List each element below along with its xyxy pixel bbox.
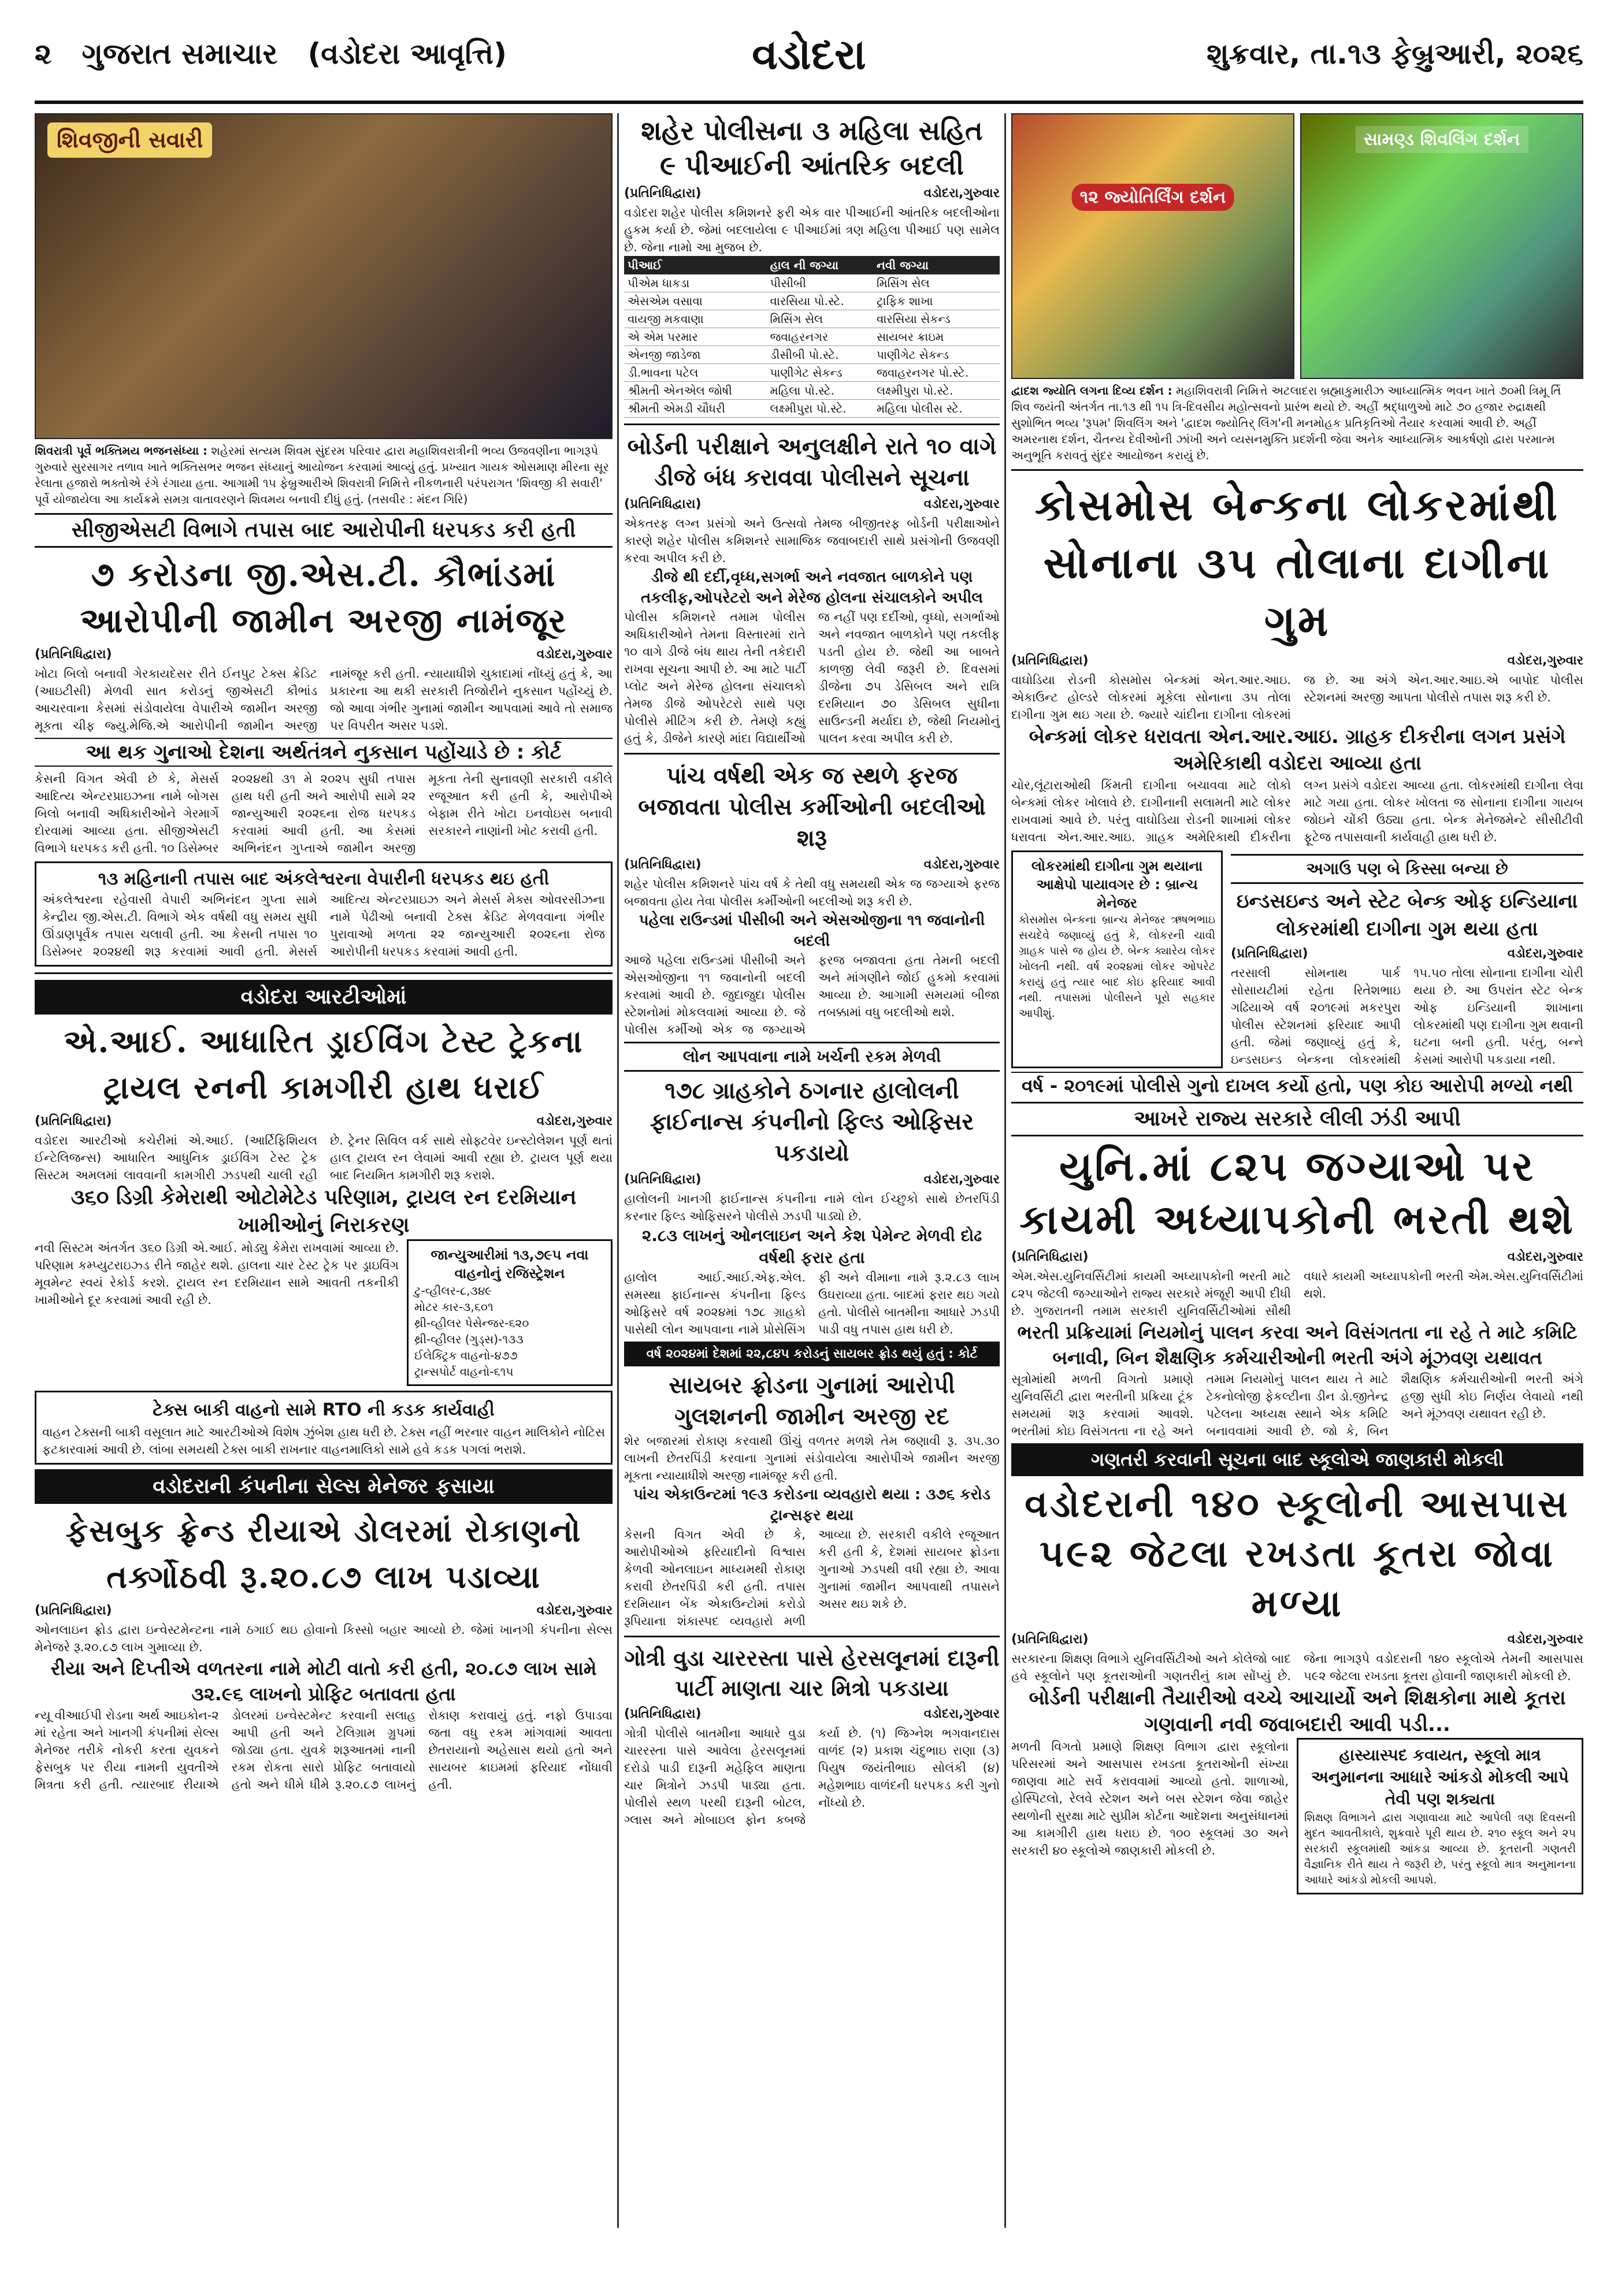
dog-box-title: હાસ્યાસ્પદ કવાયત, સ્કૂલો માત્ર અનુમાનના આધારે આંકડો મોકલી આપે તેવી પણ શક્યતા: [1311, 1745, 1569, 1808]
byline-place: વડોદરા,ગુરુવાર: [923, 186, 1000, 200]
manager-box-title: લોકરમાંથી દાગીના ગુમ થયાના આક્ષેપો પાયાવગર છે : બ્રાન્ચ મેનેજર: [1031, 858, 1203, 911]
masthead: [35, 23, 1583, 104]
byline-source: (પ્રતિનિધિદ્વારા): [35, 1603, 112, 1618]
pi-headline-2: ૯ પીઆઈની આંતરિક બદલી: [660, 150, 964, 181]
dj-subhead: ડીજે થી દર્દી,વૃધ્ધ,સગર્ભા અને નવજાત બાળકોને પણ તકલીફ,ઓપરેટરો અને મેરેજ હોલના સંચાલકોને અપીલ: [641, 569, 983, 607]
uni-body-2: સૂત્રોમાંથી મળતી વિગતો પ્રમાણે યુનિવર્સિટી દ્વારા ભરતીની પ્રક્રિયા ટૂંક સમયમાં શરૂ કરવામાં આવશે. ભરતીમાં કોઇ વિસંગતતા ના રહે અને તમામ નિયમોનું પાલન થાય તે માટે ટેકનોલોજી ફેકલ્ટીના ડીન ડો.જીતેન્દ્ર પટેલના અધ્યક્ષ સ્થાને એક કમિટિ બનાવવામાં આવી છે. જો કે, બિન શૈક્ષણિક કર્મચારીઓની ભરતી અંગે હજી સુધી કોઇ નિર્ણય લેવાયો નથી અને મૂંઝવણ યથાવત રહી છે.: [1011, 1372, 1583, 1438]
rto-headline-2: ટ્રાયલ રનની કામગીરી હાથ ધરાઈ: [103, 1069, 544, 1106]
dj-body: એકતરફ લગ્ન પ્રસંગો અને ઉત્સવો તેમજ બીજીતરફ બોર્ડની પરીક્ષાઓને કારણે શહેર પોલીસ કમિશનરે સામાજિક જવાબદારી સાથે પ્રસંગોની ઉજવણી કરવા અપીલ કરી છે.: [624, 517, 1000, 565]
loan-byline: [624, 1172, 1000, 1187]
sbi-headline: ઇન્ડસઇન્ડ અને સ્ટેટ બેન્ક ઓફ ઇન્ડિયાના લોકરમાંથી દાગીના ગુમ થયા હતા: [1236, 890, 1578, 941]
cell: એનજી જાડેજા: [624, 346, 767, 364]
city-name: વડોદરા: [752, 30, 866, 79]
sbi-byline: [1231, 946, 1583, 961]
column-middle: [624, 113, 1000, 1829]
cell: લક્ષ્મીપુરા પો.સ્ટે.: [873, 382, 1000, 400]
uni-subhead: ભરતી પ્રક્રિયામાં નિયમોનું પાલન કરવા અને વિસંગતતા ના રહે તે માટે કમિટિ બનાવી, બિન શૈક્ષણિક કર્મચારીઓની ભરતી અંગે મૂંઝવણ યથાવત: [1017, 1321, 1578, 1369]
table-row: [624, 400, 1000, 418]
separator: [1011, 469, 1583, 471]
gst-byline: [35, 647, 613, 662]
cell: મિસિંગ સેલ: [873, 274, 1000, 292]
tax-box: [35, 1391, 613, 1465]
cell: ડી.ભાવના પટેલ: [624, 364, 767, 382]
cell: ડીસીબી પો.સ્ટે.: [767, 346, 874, 364]
cell: ટ્રાફિક શાખા: [873, 292, 1000, 310]
transfer-byline: [624, 857, 1000, 872]
byline-source: (પ્રતિનિધિદ્વારા): [624, 857, 702, 872]
cell: જવાહરનગર પો.સ્ટે.: [873, 364, 1000, 382]
gst-kicker: સીજીએસટી વિભાગે તપાસ બાદ આરોપીની ધરપકડ કરી હતી: [35, 513, 613, 548]
rto-subhead: ૩૬૦ ડિગ્રી કેમેરાથી ઓટોમેટેડ પરિણામ, ટ્રાયલ રન દરમિયાન ખામીઓનું નિરાકરણ: [70, 1186, 577, 1237]
dog-body-2: મળતી વિગતો પ્રમાણે શિક્ષણ વિભાગ દ્વારા સ્કૂલોના પરિસરમાં અને આસપાસ રખડતા કૂતરાઓની સંખ્યા જાણવા માટે સર્વે કરાવવામાં આવ્યો હતો. શાળાઓ, હોસ્પિટલો, રેલવે સ્ટેશન અને બસ સ્ટેશન જેવા જાહેર સ્થળોની સુરક્ષા માટે સુપ્રીમ કોર્ટના આદેશના અનુસંધાનમાં આ કામગીરી હાથ ધરાઇ છે. ૧૦૦ સ્કૂલમાં ૩૦ અને સરકારી ૪૦ સ્કૂલોએ જાણકારી મોકલી છે.: [1011, 1740, 1289, 1857]
sbi-body: તરસાલી સોમનાથ પાર્ક સોસાયટીમાં રહેતા રિતેશભાઇ ગઢિયાએ વર્ષ ૨૦૧૯માં મકરપુરા પોલીસ સ્ટેશનમાં ફરિયાદ આપી હતી. જેમાં જણાવ્યું હતું કે, ઇન્ડસઇન્ડ બેન્કના લોકરમાંથી ૧૫.૫૦ તોલા સોનાના દાગીના ચોરી થયા છે. આ ઉપરાંત સ્ટેટ બેન્ક ઓફ ઇન્ડિયાની શાખાના લોકરમાંથી પણ દાગીના ગુમ થવાની ઘટના બની હતી. પરંતુ, બન્ને કેસમાં આરોપી પકડાયા નથી.: [1231, 966, 1583, 1067]
registration-stat: થ્રી-વ્હીલર (ગુડ્સ)-૧૩૩: [414, 1332, 524, 1346]
byline-source: (પ્રતિનિધિદ્વારા): [1011, 653, 1089, 668]
issue-date: શુક્રવાર, તા.૧૩ ફેબ્રુઆરી, ૨૦૨૬: [1207, 37, 1583, 70]
gotri-byline: [624, 1707, 1000, 1721]
cell: મહિલા પો.સ્ટે.: [767, 382, 874, 400]
cell: વારસિયા પો.સ્ટે.: [767, 292, 874, 310]
transfer-body-2: આજે પહેલા રાઉન્ડમાં પીસીબી અને એસઓજીના ૧૧ જવાનોની બદલી કરવામાં આવી છે. જુદાજુદા પોલીસ સ્ટેશનોમાં મોકલવામાં આવ્યા છે. જે પોલીસ કર્મીઓ એક જ જગ્યાએ ફરજ બજાવતા હતા તેમની બદલી અને માંગણીને જોઈ હુકમો કરવામાં આવ્યા છે. આગામી સમયમાં બીજા તબક્કામાં વધુ બદલીઓ થશે.: [624, 953, 1000, 1036]
cosmos-body-2: ચોર,લૂંટારાઓથી કિંમતી દાગીના બચાવવા માટે લોકો બેન્કમાં લોકર ખોલાવે છે. દાગીનાની સલામતી માટે લોકર રાખવામાં આવે છે. પરંતુ વાઘોડિયા રોડની શાખામાં લોકર ધરાવતા એન.આર.આઇ. ગ્રાહક અમેરિકાથી દીકરીના લગ્ન પ્રસંગે વડોદરા આવ્યા હતા. લોકરમાંથી દાગીના લેવા માટે ગયા હતા. લોકર ખોલતા જ સોનાના દાગીના ગાયબ જોઇને ચોંકી ઉઠ્યા હતા. બેન્ક મેનેજમેન્ટે સીસીટીવી ફૂટેજ તપાસવાની કાર્યવાહી હાથ ધરી છે.: [1011, 778, 1583, 844]
cell: જવાહરનગર: [767, 328, 874, 346]
cell: એ એમ પરમાર: [624, 328, 767, 346]
loan-body: હાલોલની ખાનગી ફાઈનાન્સ કંપનીના નામે લોન ઈચ્છુકો સાથે છેતરપિંડી કરનાર ફિલ્ડ ઓફિસરને પોલીસે ઝડપી પાડ્યો છે.: [624, 1192, 1000, 1223]
registration-stat: ટ્રાન્સપોર્ટ વાહનો-૬૧૫: [414, 1365, 514, 1379]
cell: લક્ષ્મીપુરા પો.સ્ટે.: [767, 400, 874, 418]
byline-place: વડોદરા,ગુરુવાર: [923, 1172, 1000, 1187]
cell: પીસીબી: [767, 274, 874, 292]
rto-body: વડોદરા આરટીઓ કચેરીમાં એ.આઈ. (આર્ટિફિશિયલ ઈન્ટેલિજન્સ) આધારિત આધુનિક ડ્રાઈવિંગ ટેસ્ટ ટ્રેક સિસ્ટમ અમલમાં લાવવાની કામગીરી ઝડપથી ચાલી રહી છે. ટ્રેનર સિવિલ વર્ક સાથે સોફ્ટવેર ઇન્સ્ટોલેશન પૂર્ણ થતાં હાલ ટ્રાયલ રન લેવામાં આવી રહ્યા છે. ટ્રાયલ પૂર્ણ થયા બાદ નિયમિત કામગીરી શરૂ કરાશે.: [35, 1134, 613, 1182]
edition: (વડોદરા આવૃત્તિ): [307, 37, 507, 70]
separator: [35, 972, 613, 974]
byline-source: (પ્રતિનિધિદ્વારા): [1231, 946, 1308, 961]
dog-headline-1: વડોદરાની ૧૪૦ સ્કૂલોની આસપાસ: [1025, 1483, 1570, 1526]
col-header: પીઆઈ: [624, 256, 767, 274]
cyber-subhead: પાંચ એકાઉન્ટમાં ૧૯૩ કરોડના વ્યવહારો થયા : ૩૭૬ કરોડ ટ્રાન્સફર થયા: [633, 1486, 990, 1524]
page-number: ૨: [35, 37, 52, 70]
cosmos-byline: [1011, 653, 1583, 668]
byline-place: વડોદરા,ગુરુવાર: [923, 497, 1000, 511]
separator: [624, 1636, 1000, 1637]
table-row: [624, 310, 1000, 328]
loan-body-2: હાલોલ આઈ.આઈ.એફ.એલ. સમસ્થા ફાઈનાન્સ કંપનીના ફિલ્ડ ઓફિસરે વર્ષ ૨૦૨૪માં ૧૭૮ ગ્રાહકો પાસેથી લોન આપવાના નામે પ્રોસેસિંગ ફી અને વીમાના નામે રૂ.૨.૮૩ લાખ ઉઘરાવ્યા હતા. બાદમાં ફરાર થઇ ગયો હતો. પોલીસે બાતમીના આધારે ઝડપી પાડી વધુ તપાસ હાથ ધરી છે.: [624, 1270, 1000, 1336]
byline-place: વડોદરા,ગુરુવાર: [536, 1114, 613, 1128]
gst-box: [35, 861, 613, 967]
byline-source: (પ્રતિનિધિદ્વારા): [1011, 1632, 1089, 1647]
tax-title: ટેક્સ બાકી વાહનો સામે RTO ની કડક કાર્યવાહી: [153, 1400, 495, 1420]
gst-box-title: ૧૩ મહિનાની તપાસ બાદ અંકલેશ્વરના વેપારીની ધરપકડ થઇ હતી: [98, 869, 550, 889]
pi-headline-1: શહેર પોલીસના ૩ મહિલા સહિત: [641, 115, 983, 146]
byline-place: વડોદરા,ગુરુવાર: [923, 857, 1000, 872]
cyber-body: શેર બજારમાં રોકાણ કરવાથી ઊંચું વળતર મળશે તેમ જણાવી રૂ. ૩૫.૩૦ લાખની છેતરપિંડી કરવાના ગુનામાં સંડોવાયેલા આરોપીએ જામીન અરજી મૂકતા ન્યાયાધીશે અરજી નામંજૂર કરી હતી.: [624, 1434, 1000, 1483]
cyber-body-2: કેસની વિગત એવી છે કે, આરોપીઓએ ફરિયાદીનો વિશ્વાસ કેળવી ઓનલાઇન માધ્યમથી રોકાણ કરાવી છેતરપિંડી કરી હતી. તપાસ દરમિયાન બેંક એકાઉન્ટોમાં કરોડો રૂપિયાના શંકાસ્પદ વ્યવહારો મળી આવ્યા છે. સરકારી વકીલે રજૂઆત કરી હતી કે, દેશમાં સાયબર ફ્રોડના ગુનાઓ ઝડપથી વધી રહ્યા છે. આવા ગુનામાં જામીન આપવાથી તપાસને અસર થઇ શકે છે.: [624, 1528, 1000, 1628]
photo-banner: ૧૨ જ્યોતિર્લિંગ દર્શન: [1072, 184, 1234, 211]
byline-source: (પ્રતિનિધિદ્વારા): [624, 1172, 702, 1187]
col-header: હાલ ની જગ્યા: [767, 256, 874, 274]
table-row: [624, 328, 1000, 346]
cell: વાયજી મકવાણા: [624, 310, 767, 328]
dj-headline: બોર્ડની પરીક્ષાને અનુલક્ષીને રાતે ૧૦ વાગે ડીજે બંધ કરાવવા પોલીસને સૂચના: [627, 433, 997, 491]
photo-banner: સામણ્ડ શિવલિંગ દર્શન: [1356, 126, 1528, 153]
byline-place: વડોદરા,ગુરુવાર: [1507, 653, 1583, 668]
caption-head: શિવરાત્રી પૂર્વે ભક્તિમય ભજનસંધ્યા :: [35, 444, 208, 458]
uni-body: એમ.એસ.યુનિવર્સિટીમાં કાયમી અધ્યાપકોની ભરતી માટે ૮૨૫ જેટલી જગ્યાઓને રાજ્ય સરકારે મંજૂરી આપી દીધી છે. ગુજરાતની તમામ સરકારી યુનિવર્સિટીઓમાં સૌથી વધારે કાયમી અધ્યાપકોની ભરતી એમ.એસ.યુનિવર્સિટીમાં થશે.: [1011, 1269, 1583, 1318]
cosmos-body: વાઘોડિયા રોડની કોસમોસ બેન્કમાં એન.આર.આઇ. એકાઉન્ટ હોલ્ડરે લોકરમાં મૂકેલા સોનાના ૩૫ તોલા દાગીના ગુમ થઇ ગયા છે. જ્યારે ચાંદીના દાગીના લોકરમાં જ છે. આ અંગે એન.આર.આઇ.એ બાપોદ પોલીસ સ્ટેશનમાં અરજી આપતા પોલીસે તપાસ શરૂ કરી છે.: [1011, 673, 1583, 722]
transfer-subhead: પહેલા રાઉન્ડમાં પીસીબી અને એસઓજીના ૧૧ જવાનોની બદલી: [639, 912, 985, 950]
byline-place: વડોદરા,ગુરુવાર: [536, 1603, 613, 1618]
transfer-table: [624, 256, 1000, 418]
cell: શ્રીમતી એનએલ જોષી: [624, 382, 767, 400]
table-row: [624, 346, 1000, 364]
gst-headline-2: આરોપીની જામીન અરજી નામંજૂર: [80, 601, 567, 640]
cell: પાણીગેટ સેકન્ડ: [873, 346, 1000, 364]
registration-title: જાન્યુઆરીમાં ૧૩,૭૯૫ નવા વાહનોનું રજિસ્ટ્રેશન: [431, 1247, 589, 1281]
dj-body-2: પોલીસ કમિશનરે તમામ પોલીસ અધિકારીઓને તેમના વિસ્તારમાં રાતે ૧૦ વાગે ડીજે બંધ થાય તેની તકેદારી રાખવા સૂચના આપી છે. આ માટે પાર્ટી પ્લોટ અને મેરેજ હોલના સંચાલકો તેમજ ડીજે ઓપરેટરો સાથે પણ પોલીસે મીટિંગ કરી છે. તેમણે કહ્યું હતું કે, ડીજેને કારણે માંદા વિદ્યાર્થીઓ જ નહીં પણ દર્દીઓ, વૃધ્ધો, સગર્ભાઓ અને નવજાત બાળકોને પણ તકલીફ પડતી હોય છે. જેથી આ બાબતે કાળજી લેવી જરૂરી છે. દિવસમાં ડીજેના ૭૫ ડેસિબલ અને રાત્રિ દરમિયાન ૭૦ ડેસિબલ સુધીના સાઉન્ડની મર્યાદા છે, જેથી નિયમોનું પાલન કરવા અપીલ કરી છે.: [624, 610, 1000, 745]
byline-source: (પ્રતિનિધિદ્વારા): [35, 647, 112, 662]
dog-box-body: શિક્ષણ વિભાગને દ્વારા ગણાવાયા માટે આપેલી ત્રણ દિવસની મુદત આવતીકાલે, શુક્રવારે પૂરી થાય છે. ૨૧૦ સ્કૂલ અને ૨૫ સરકારી સ્કૂલમાંથી આંકડા આવ્યા છે. કૂતરાની ગણતરી વૈજ્ઞાનિક રીતે થાય તે જરૂરી છે, પરંતુ સ્કૂલો માત્ર અનુમાનના આધારે આંકડો મોકલી આપશે.: [1304, 1811, 1576, 1886]
column-rule: [617, 113, 619, 2228]
byline-place: વડોદરા,ગુરુવાર: [923, 1707, 1000, 1721]
dog-byline: [1011, 1632, 1583, 1647]
gotri-body: ગોત્રી પોલીસે બાતમીના આધારે વુડા ચારરસ્તા પાસે આવેલા હેરસલૂનમાં દરોડો પાડી દારૂની મહેફિલ માણતા ચાર મિત્રોને ઝડપી પાડ્યા હતા. પોલીસે સ્થળ પરથી દારૂની બોટલ, ગ્લાસ અને મોબાઇલ ફોન કબજે કર્યા છે. (૧) જિગ્નેશ ભગવાનદાસ વાળંદ (૨) પ્રકાશ ચંદુભાઇ રાણા (૩) પિયુષ જયંતીભાઇ સોલંકી (૪) મહેશભાઇ વાળંદની ધરપકડ કરી ગુનો નોંધ્યો છે.: [624, 1726, 1000, 1827]
fb-kicker: વડોદરાની કંપનીના સેલ્સ મેનેજર ફસાયા: [35, 1469, 613, 1504]
loan-kicker: લોન આપવાના નામે ખર્ચની રકમ મેળવી: [624, 1042, 1000, 1072]
byline-place: વડોદરા,ગુરુવાર: [1507, 1632, 1583, 1647]
byline-source: (પ્રતિનિધિદ્વારા): [624, 497, 702, 511]
fb-headline-2: તર્ક્ગોઠવી રૂ.૨૦.૮૭ લાખ પડાવ્યા: [106, 1558, 541, 1595]
rto-lower: [35, 1239, 613, 1386]
dog-box: [1297, 1738, 1583, 1894]
registration-stat: થ્રી-વ્હીલર પેસેન્જર-૬૨૦: [414, 1316, 529, 1330]
paper-name: ગુજરાત સમાચાર: [81, 37, 278, 70]
byline-source: (પ્રતિનિધિદ્વારા): [1011, 1250, 1089, 1264]
table-row: [624, 274, 1000, 292]
cosmos-lower: [1011, 850, 1583, 1068]
fb-subhead: રીયા અને દિપ્તીએ વળતરના નામે મોટી વાતો કરી હતી, ૨૦.૮૭ લાખ સામે ૩૨.૯૬ લાખનો પ્રોફિટ બતાવતા હતા: [50, 1658, 597, 1705]
cosmos-headline-2: સોનાના ૩૫ તોલાના દાગીના ગુમ: [1043, 538, 1552, 646]
transfer-headline: પાંચ વર્ષથી એક જ સ્થળે ફરજ બજાવતા પોલીસ કર્મીઓની બદલીઓ શરૂ: [638, 762, 986, 852]
cyber-headline: સાયબર ફ્રોડના ગુનામાં આરોપી ગુલશનની જામીન અરજી રદ: [669, 1372, 955, 1430]
byline-place: વડોદરા,ગુરુવાર: [1507, 946, 1583, 961]
cell: સાયબર ક્રાઇમ: [873, 328, 1000, 346]
sbi-kicker: અગાઉ પણ બે કિસ્સા બન્યા છે: [1231, 854, 1583, 884]
gst-body: ખોટા બિલો બનાવી ગેરકાયદેસર રીતે ઈનપુટ ટેક્સ ક્રેડિટ (આઇટીસી) મેળવી સાત કરોડનું જીએસટી કૌભાંડ આચરવાના કેસમાં સંડોવાયેલા વેપારીએ જામીન અરજી મૂકતા ચીફ જ્યુ.મેજિ.એ આરોપીની જામીન અરજી નામંજૂર કરી હતી. ન્યાયાધીશે ચુકાદામાં નોંધ્યું હતું કે, આ પ્રકારના આ થકી સરકારી તિજોરીને નુકસાન પહોંચ્યું છે. જો આવા ગંભીર ગુનામાં જામીન આપવામાં આવે તો સમાજ પર વિપરીત અસર પડશે.: [35, 667, 613, 733]
fb-byline: [35, 1603, 613, 1618]
byline-source: (પ્રતિનિધિદ્વારા): [624, 1707, 702, 1721]
fb-body-2: ન્યૂ વીઆઈપી રોડના અર્થ આઇકોન-૨ માં રહેતા અને ખાનગી કંપનીમાં સેલ્સ મેનેજર તરીકે નોકરી કરતા યુવકને ફેસબુક પર રીયા નામની યુવતીએ મિત્રતા કરી હતી. ત્યારબાદ રીયાએ ડોલરમાં ઇન્વેસ્ટમેન્ટ કરવાની સલાહ આપી હતી અને ટેલિગ્રામ ગ્રુપમાં જોડ્યા હતા. યુવકે શરૂઆતમાં નાની રકમ રોકતા સારો પ્રોફિટ બતાવાયો હતો અને ધીમે ધીમે રૂ.૨૦.૮૭ લાખનું રોકાણ કરાવાયું હતું. નફો ઉપાડવા જતા વધુ રકમ માંગવામાં આવતા છેતરાયાનો અહેસાસ થયો હતો અને સાયબર ક્રાઇમમાં ફરિયાદ નોંધાવી હતી.: [35, 1708, 613, 1792]
fb-headline-1: ફેસબુક ફ્રેન્ડ રીયાએ ડોલરમાં રોકાણનો: [65, 1512, 582, 1549]
photo-credit: (તસવીર : મંદન ગિરિ): [367, 492, 468, 506]
photo-caption: [35, 443, 613, 507]
dog-headline-2: ૫૯૨ જેટલા રખડતા કૂતરા જોવા મળ્યા: [1040, 1532, 1555, 1625]
photo-caption: [1011, 382, 1583, 463]
manager-box: [1011, 850, 1223, 1068]
gst-body-2: કેસની વિગત એવી છે કે, મેસર્સ આદિત્ય એન્ટરપ્રાઇઝના નામે બોગસ બિલો બનાવી અધિકારીઓને ગેરમાર્ગે દોરવામાં આવ્યા હતા. સીજીએસટી વિભાગે ધરપકડ કરી હતી. ૧૦ ડિસેમ્બર ૨૦૨૪થી ૩૧ મે ૨૦૨૫ સુધી તપાસ હાથ ધરી હતી અને આરોપી સામે ૨૨ જાન્યુઆરી ૨૦૨૬ના રોજ ધરપકડ કરવામાં આવી હતી. આ કેસમાં અભિનંદન ગુપ્તાએ જામીન અરજી મૂકતા તેની સુનાવણી સરકારી વકીલે રજૂઆત કરી હતી કે, આરોપીએ બેફામ રીતે ખોટા ઇનવોઇસ બનાવી સરકારને નાણાંની ખોટ કરાવી હતી.: [35, 772, 613, 855]
bhajan-photo: [35, 113, 613, 439]
sbi-story: [1231, 850, 1583, 1068]
column-rule: [1004, 113, 1006, 2228]
uni-byline: [1011, 1250, 1583, 1264]
gotri-headline: ગોત્રી વુડા ચારરસ્તા પાસે હેરસલૂનમાં દારૂની પાર્ટી માણતા ચાર મિત્રો પકડાયા: [624, 1645, 1000, 1701]
pi-body: વડોદરા શહેર પોલીસ કમિશનરે ફરી એક વાર પીઆઈની આંતરિક બદલીઓના હુકમ કર્યા છે. જેમાં બદલાયેલા ૯ પીઆઈમાં ત્રણ મહિલા પીઆઈ પણ સામેલ છે. જેના નામો આ મુજબ છે.: [624, 206, 1000, 254]
dog-body: સરકારના શિક્ષણ વિભાગે યુનિવર્સિટીઓ અને કોલેજો બાદ હવે સ્કૂલોને પણ કૂતરાઓની ગણતરીનું કામ સોંપ્યું છે. જેના ભાગરૂપે વડોદરાની ૧૪૦ સ્કૂલોએ તેમની આસપાસ ૫૯૨ જેટલા રખડતા કૂતરા હોવાની જાણકારી મોકલી છે.: [1011, 1652, 1583, 1683]
col-header: નવી જગ્યા: [873, 256, 1000, 274]
cell: મિસિંગ સેલ: [767, 310, 874, 328]
shivling-photos: [1011, 113, 1583, 379]
gst-headline-1: ૭ કરોડના જી.એસ.ટી. કૌભાંડમાં: [91, 555, 556, 594]
cell: વારસિયા સેકન્ડ: [873, 310, 1000, 328]
caption-text: શહેરમાં સત્યમ શિવમ સુંદરમ પરિવાર દ્વારા મહાશિવરાત્રીની ભવ્ય ઉજવણીના ભાગરૂપે ગુરુવારે સુરસાગર તળાવ ખાતે ભક્તિસભર ભજન સંધ્યાનું આયોજન કરવામાં આવ્યું હતું. પ્રખ્યાત ગાયક ઓસમાણ મીરના સૂર રેલાતા હજારો ભક્તોએ રંગે રંગાયા હતા. આગામી ૧૫ ફેબ્રુઆરીએ શિવરાત્રી નિમિત્તે નીકળનારી પરંપરાગત 'શિવજી કી સવારી' પૂર્વે યોજાયેલા આ કાર્યક્રમે સમગ્ર વાતાવરણને શિવમય બનાવી દીધું હતું.: [35, 444, 609, 506]
cell: શ્રીમતી એમડી ચૌધરી: [624, 400, 767, 418]
uni-headline-1: યુનિ.માં ૮૨૫ જગ્યાઓ પર: [1059, 1142, 1535, 1190]
byline-place: વડોદરા,ગુરુવાર: [536, 647, 613, 662]
byline-source: (પ્રતિનિધિદ્વારા): [624, 186, 702, 200]
registration-box: [407, 1239, 613, 1386]
tax-body: વાહન ટેક્સની બાકી વસૂલાત માટે આરટીઓએ વિશેષ ઝુંબેશ હાથ ધરી છે. ટેક્સ નહીં ભરનાર વાહન માલિકોને નોટિસ ફટકારવામાં આવી છે. લાંબા સમયથી ટેક્સ બાકી રાખનાર વાહનમાલિકો સામે હવે કડક પગલાં ભરાશે.: [42, 1425, 605, 1457]
registration-stat: મોટર કાર-૩,૬૦૧: [414, 1300, 493, 1314]
table-row: [624, 292, 1000, 310]
dog-subhead: બોર્ડની પરીક્ષાની તૈયારીઓ વચ્ચે આચાર્યો અને શિક્ષકોના માથે કૂતરા ગણવાની નવી જવાબદારી આવી પડી...: [1029, 1686, 1566, 1736]
photo-banner: શિવજીની સવારી: [47, 122, 212, 158]
rto-byline: [35, 1114, 613, 1128]
cell: પાણીગેટ સેકન્ડ: [767, 364, 874, 382]
rto-kicker: વડોદરા આરટીઓમાં: [35, 980, 613, 1015]
cell: એસએમ વસાવા: [624, 292, 767, 310]
shivling-photo: [1300, 113, 1583, 379]
byline-source: (પ્રતિનિધિદ્વારા): [35, 1114, 112, 1128]
cell: પીએમ ધાકડા: [624, 274, 767, 292]
loan-headline: ૧૭૮ ગ્રાહકોને ઠગનાર હાલોલની ફાઈનાન્સ કંપનીનો ફિલ્ડ ઓફિસર પકડાયો: [650, 1077, 974, 1166]
registration-stat: ટુ-વ્હીલર-૮,૩૪૯: [414, 1284, 492, 1298]
sbi-subhead: વર્ષ - ૨૦૧૯માં પોલીસે ગુનો દાખલ કર્યો હતો, પણ કોઇ આરોપી મળ્યો નથી: [1011, 1072, 1583, 1098]
cosmos-headline-1: કોસમોસ બેન્કના લોકરમાંથી: [1034, 481, 1560, 530]
gst-subhead: આ થક ગુનાઓ દેશના અર્થતંત્રને નુકસાન પહોંચાડે છે : કોર્ટ: [35, 738, 613, 767]
separator: [624, 423, 1000, 425]
table-row: [624, 382, 1000, 400]
cosmos-subhead: બેન્કમાં લોકર ધરાવતા એન.આર.આઇ. ગ્રાહક દીકરીના લગન પ્રસંગે અમેરિકાથી વડોદરા આવ્યા હતા: [1029, 725, 1566, 775]
caption-text: મહાશિવરાત્રી નિમિત્તે અટલાદરા બ્રહ્માકુમારીઝ આધ્યાત્મિક ભવન ખાતે ૭૦મી ત્રિમૂ ર્તિ શિવ જયંતી અંતર્ગત તા.૧૩ થી ૧૫ ત્રિ-દિવસીય મહોત્સવનો પ્રારંભ થયો છે. અહીં શ્રદ્ધાળુઓ માટે ૭૦ હજાર રુદ્રાક્ષથી સુશોભિત ભવ્ય 'રૂપમ' શિવલિંગ અને 'દ્વાદશ જ્યોતિર્ લિંગ'ની મનમોહક પ્રતિકૃતિઓ તૈયાર કરવામાં આવી છે. અહીં અમરનાથ દર્શન, ચૈતન્ય દેવીઓની ઝાંખી અને વ્યસનમુક્તિ પ્રદર્શની જેવા અનેક આધ્યાત્મિક આકર્ષણો દ્વારા પરમાત્મ અનુભૂતિ કરાવતું સુંદર આયોજન કરાયું છે.: [1011, 384, 1561, 462]
table-header: [624, 256, 1000, 274]
column-right: [1011, 113, 1583, 1894]
byline-place: વડોદરા,ગુરુવાર: [1507, 1250, 1583, 1264]
cell: મહિલા પોલીસ સ્ટે.: [873, 400, 1000, 418]
fb-body: ઓનલાઇન ફ્રોડ દ્વારા ઇન્વેસ્ટમેન્ટના નામે ઠગાઈ થઇ હોવાનો કિસ્સો બહાર આવ્યો છે. જેમાં ખાનગી કંપનીના સેલ્સ મેનેજરે રૂ.૨૦.૮૭ લાખ ગુમાવ્યા છે.: [35, 1623, 613, 1654]
cyber-kicker: વર્ષ ૨૦૨૪માં દેશમાં ૨૨,૮૪૫ કરોડનું સાયબર ફ્રોડ થયું હતું : કોર્ટ: [624, 1342, 1000, 1366]
table-row: [624, 364, 1000, 382]
transfer-body: શહેર પોલીસ કમિશનરે પાંચ વર્ષ કે તેથી વધુ સમયથી એક જ જગ્યાએ ફરજ બજાવતા હોય તેવા પોલીસ કર્મીઓની બદલીઓ શરૂ કરી છે.: [624, 877, 1000, 908]
uni-kicker: આખરે રાજ્ય સરકારે લીલી ઝંડી આપી: [1011, 1102, 1583, 1136]
dog-lower: [1011, 1738, 1583, 1894]
loan-subhead: ૨.૮૩ લાખનું ઓનલાઇન અને કેશ પેમેન્ટ મેળવી દોઢ વર્ષથી ફરાર હતા: [641, 1226, 982, 1267]
manager-box-body: કોસમોસ બેન્કના બ્રાન્ચ મેનેજર ઋષભભાઇ સચદેવે જણાવ્યું હતું કે, લોકરની ચાવી ગ્રાહક પાસે જ હોય છે. બેન્ક ક્યારેય લોકર ખોલતી નથી. વર્ષ ૨૦૨૪માં લોકર ઓપરેટ કરાયું હતું ત્યાર બાદ કોઇ ફરિયાદ આવી નથી. તપાસમાં પોલીસને પૂરો સહકાર આપીશું.: [1019, 913, 1215, 1020]
column-left: [35, 113, 613, 1793]
caption-head: દ્વાદશ જ્યોતિ લગના દિવ્ય દર્શન :: [1011, 384, 1172, 397]
pi-byline: [624, 186, 1000, 200]
registration-stat: ઈલેક્ટ્રિક વાહનો-૪૭૭: [414, 1348, 518, 1362]
dog-kicker: ગણતરી કરવાની સૂચના બાદ સ્કૂલોએ જાણકારી મોકલી: [1011, 1443, 1583, 1476]
dj-byline: [624, 497, 1000, 511]
separator: [624, 753, 1000, 755]
rto-headline-1: એ.આઈ. આધારિત ડ્રાઈવિંગ ટેસ્ટ ટ્રેકના: [64, 1023, 584, 1060]
gst-box-body: અંકલેશ્વરના રહેવાસી વેપારી અભિનંદન ગુપ્તા સામે કેન્દ્રીય જી.એસ.ટી. વિભાગે એક વર્ષથી વધુ સમય સુધી ઊંડાણપૂર્વક તપાસ ચલાવી હતી. આ કેસની તપાસ ૧૦ ડિસેમ્બર ૨૦૨૪થી શરૂ કરવામાં આવી હતી. મેસર્સ આદિત્ય એન્ટરપ્રાઇઝ અને મેસર્સ મેક્સ ઓવરસીઝના નામે પેઢીઓ બનાવી ટેક્સ ક્રેડિટ મેળવવાના ગંભીર પુરાવાઓ મળતા ૨૨ જાન્યુઆરી ૨૦૨૬ના રોજ આરોપીની ધરપકડ કરવામાં આવી હતી.: [42, 893, 605, 958]
uni-headline-2: કાયમી અધ્યાપકોની ભરતી થશે: [1019, 1195, 1575, 1243]
rto-body-2: નવી સિસ્ટમ અંતર્ગત ૩૬૦ ડિગ્રી એ.આઈ. મોડ્યુ કેમેરા રાખવામાં આવ્યા છે. પરિણામ કમ્પ્યુટરાઇઝ્ડ રીતે જાહેર થશે. હાલના ચાર ટેસ્ટ ટ્રેક પર ડ્રાઇવિંગ મૂવમેન્ટ સ્વયં રેકોર્ડ કરશે. ટ્રાયલ રન દરમિયાન સામે આવતી તકનીકી ખામીઓને દૂર કરવામાં આવી રહી છે.: [35, 1241, 399, 1307]
jyotirling-photo: [1011, 113, 1294, 379]
